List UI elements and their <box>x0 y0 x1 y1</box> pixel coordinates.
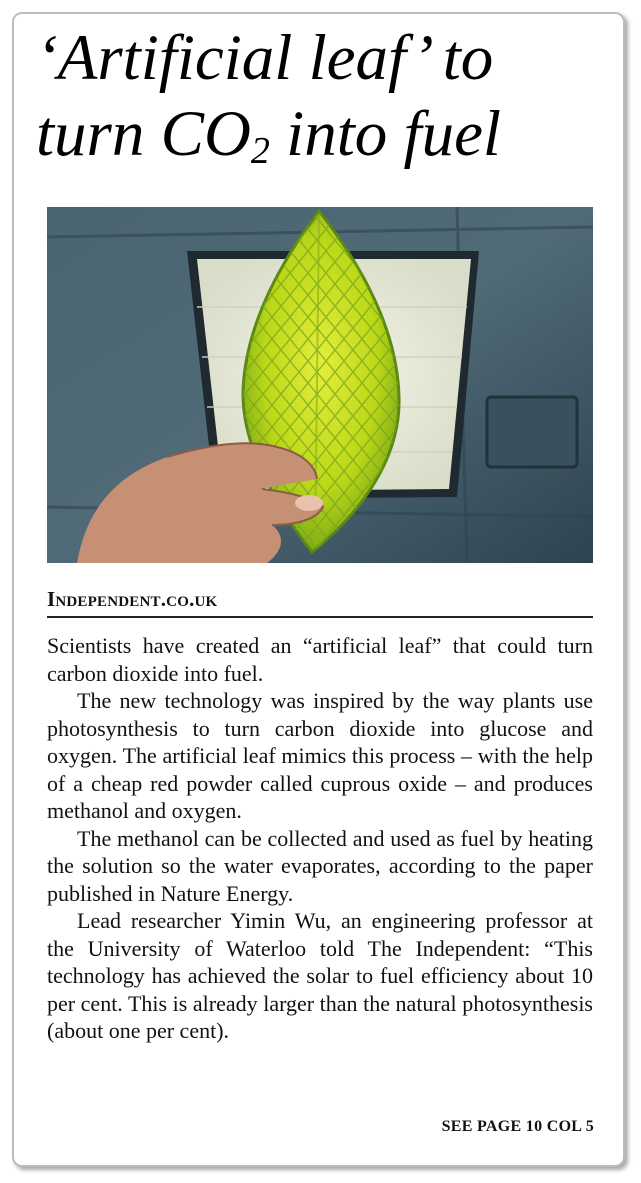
paragraph: The new technology was inspired by the way plants use photosynthesis to turn carbon dioxide into glucose and oxygen. The artificial leaf mimics this process – with the help of a cheap red powder called cuprous oxide – and produces methanol and oxygen. <box>47 688 593 823</box>
source-credit: Independent.co.uk <box>47 586 593 618</box>
article-photo <box>47 207 593 563</box>
paragraph: Lead researcher Yimin Wu, an engineering professor at the University of Waterloo told The Independent: “This technology has achieved the solar to fuel efficiency about 10 per cent. This is already larger than the natural photosynthesis (about one per cent). <box>47 908 593 1043</box>
headline-subscript: 2 <box>250 130 270 172</box>
headline-line-2: turn $CO_2$ into fuel <box>36 98 501 172</box>
headline-line-1: ‘Artificial leaf’ to <box>36 22 494 94</box>
headline <box>36 20 596 189</box>
paragraph: The methanol can be collected and used as fuel by heating the solution so the water evaporates, according to the paper published in Nature Energy. <box>47 825 593 906</box>
continuation-reference: SEE PAGE 10 COL 5 <box>441 1118 594 1135</box>
article-body <box>47 632 593 1045</box>
paragraph: Scientists have created an “artificial leaf” that could turn carbon dioxide into fuel. <box>47 633 593 686</box>
